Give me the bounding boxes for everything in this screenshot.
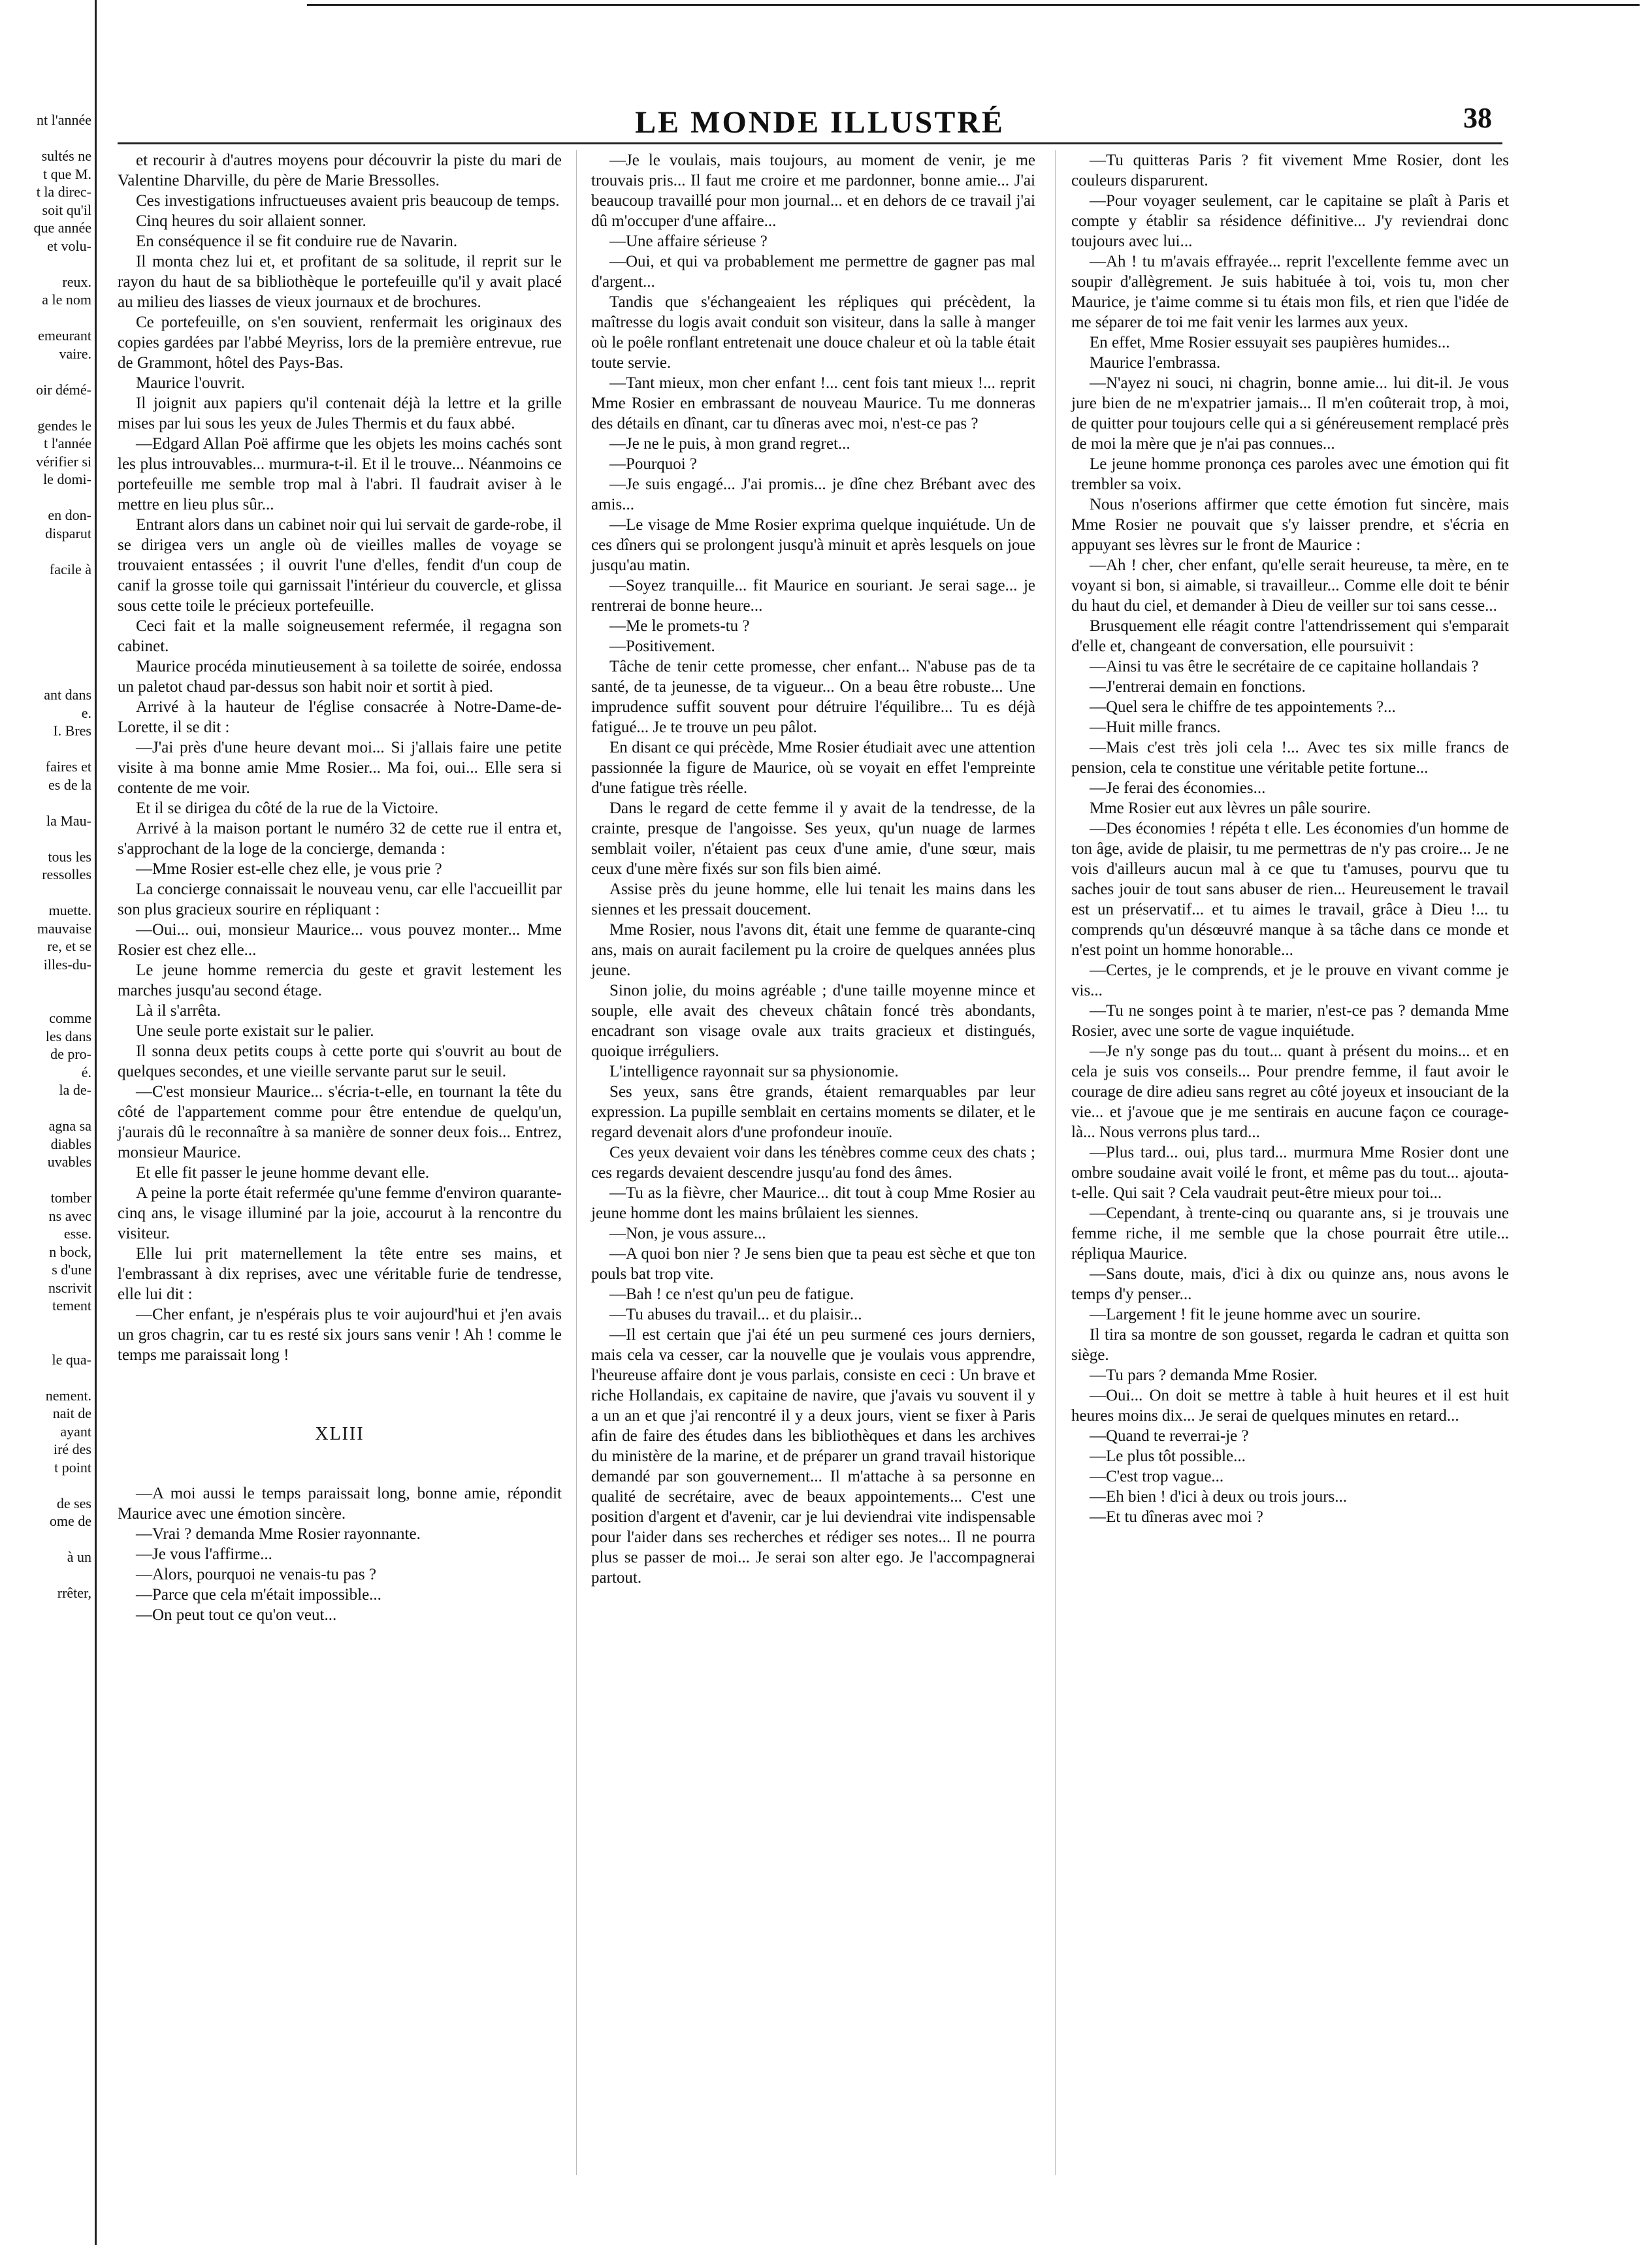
paragraph: —C'est monsieur Maurice... s'écria-t-elle, en tournant la tête du côté de l'appartement comme pour être entendue de quelqu'un, j'aurais dû le reconnaître à sa manière de sonner deux fois... Entrez, monsieur Maurice.: [118, 1083, 562, 1161]
paragraph: —Soyez tranquille... fit Maurice en souriant. Je serai sage... je rentrerai de bonne heure...: [591, 577, 1035, 615]
margin-line: n bock,: [49, 1243, 91, 1260]
margin-line: t la direc-: [36, 184, 91, 200]
paragraph: —Alors, pourquoi ne venais-tu pas ?: [136, 1566, 376, 1583]
paragraph: —Pourquoi ?: [609, 455, 698, 473]
paragraph: —Vrai ? demanda Mme Rosier rayonnante.: [136, 1525, 421, 1543]
margin-line: [0, 794, 91, 812]
margin-line: e.: [81, 704, 91, 721]
paragraph: —Quel sera le chiffre de tes appointements ?...: [1090, 698, 1396, 716]
paragraph: —Je ferai des économies...: [1090, 779, 1266, 797]
paragraph: et recourir à d'autres moyens pour découvrir la piste du mari de Valentine Dharville, du père de Marie Bressolles.: [118, 152, 562, 189]
margin-line: le domi-: [43, 471, 91, 487]
column-divider: [1055, 150, 1056, 2175]
margin-line: [0, 309, 91, 327]
paragraph: Elle lui prit maternellement la tête entre ses mains, et l'embrassant à dix reprises, avec une véritable furie de tendresse, elle lui dit :: [118, 1245, 562, 1303]
margin-line: ayant: [60, 1423, 91, 1440]
margin-line: nt l'année: [37, 112, 91, 128]
margin-line: nscrivit: [48, 1279, 91, 1296]
paragraph: —Oui... oui, monsieur Maurice... vous pouvez monter... Mme Rosier est chez elle...: [118, 921, 562, 959]
paragraph: —Je ne le puis, à mon grand regret...: [609, 435, 850, 453]
paragraph: —Me le promets-tu ?: [609, 617, 750, 635]
paragraph: Nous n'oserions affirmer que cette émotion fut sincère, mais Mme Rosier ne pouvait que s'y laisser prendre, et s'écria en appuyant ses lèvres sur le front de Maurice :: [1071, 496, 1509, 554]
margin-line: illes-du-: [43, 956, 91, 973]
page-title: LE MONDE ILLUSTRÉ: [635, 105, 1005, 140]
paragraph: Le jeune homme remercia du geste et gravit lestement les marches jusqu'au second étage.: [118, 961, 562, 999]
margin-line: [0, 632, 91, 651]
margin-line: I. Bres: [53, 722, 91, 739]
paragraph: —J'ai près d'une heure devant moi... Si j'allais faire une petite visite à ma bonne amie Mme Rosier... Ma foi, oui... Elle sera si contente de me voir.: [118, 739, 562, 797]
paragraph: —Le visage de Mme Rosier exprima quelque inquiétude. Un de ces dîners qui se prolongent jusqu'à minuit et après lesquels on joue jusqu'au matin.: [591, 516, 1035, 574]
paragraph: —Non, je vous assure...: [609, 1225, 766, 1242]
margin-line: ressolles: [42, 866, 91, 882]
paragraph: —Il est certain que j'ai été un peu surmené ces jours derniers, mais cela va cesser, car la nouvelle que je voulais vous apprendre, l'heureuse affaire dont je vous parlais, consiste en ceci : Un brave et riche Hollandais, ex capitaine de navire, que j'avais vu souvent il y a un an et que j'ai rencontré il y a deux jours, vient se fixer à Paris afin de faire des études dans les bibliothèques et dans les archives du ministère de la marine, et de préparer un grand travail historique demandé par son gouvernement... Il m'attache à sa personne en qualité de secrétaire, avec de beaux appointements... C'est une position d'argent et d'avenir, car je lui deviendrai vite indispensable pour l'aider dans ses recherches et rédiger ses notes... Il ne pourra plus se passer de moi... Je serai son alter ego. Je l'accompagnerai partout.: [591, 1326, 1035, 1587]
paragraph: Arrivé à la hauteur de l'église consacrée à Notre-Dame-de-Lorette, il se dit :: [118, 698, 562, 736]
paragraph: Une seule porte existait sur le palier.: [136, 1022, 374, 1040]
margin-line: soit qu'il: [42, 201, 91, 218]
paragraph: Ce portefeuille, on s'en souvient, renfermait les originaux des copies gardées par l'abbé Meyriss, lors de la première entrevue, rue de Grammont, hôtel des Pays-Bas.: [118, 314, 562, 372]
text-column-2: [591, 150, 1035, 1588]
paragraph: —J'entrerai demain en fonctions.: [1090, 678, 1306, 696]
paragraph: —Et tu dîneras avec moi ?: [1090, 1508, 1263, 1526]
margin-line: le qua-: [52, 1351, 91, 1368]
paragraph: Et elle fit passer le jeune homme devant elle.: [136, 1164, 430, 1182]
paragraph: Entrant alors dans un cabinet noir qui lui servait de garde-robe, il se dirigea vers un angle où de vieilles malles de voyage se trouvaient entassées ; il ouvrit l'une d'elles, fendit d'un coup de canif la grosse toile qui garnissait l'intérieur du couvercle, et glissa sous cette toile le précieux portefeuille.: [118, 516, 562, 615]
paragraph: —Oui, et qui va probablement me permettre de gagner pas mal d'argent...: [591, 253, 1035, 291]
margin-line: [0, 596, 91, 615]
paragraph: —Tu as la fièvre, cher Maurice... dit tout à coup Mme Rosier au jeune homme dont les mains brûlaient les siennes.: [591, 1184, 1035, 1222]
margin-line: diables: [50, 1135, 91, 1152]
margin-line: agna sa: [48, 1118, 91, 1134]
paragraph: —Tu pars ? demanda Mme Rosier.: [1090, 1366, 1318, 1384]
chapter-heading: XLIII: [315, 1424, 364, 1444]
margin-line: vaire.: [59, 345, 91, 362]
paragraph: Là il s'arrêta.: [136, 1002, 221, 1020]
column-divider: [576, 150, 577, 2175]
margin-line: [0, 1332, 91, 1351]
margin-line: nait de: [52, 1405, 91, 1421]
paragraph: La concierge connaissait le nouveau venu, car elle l'accueillit par son plus gracieux sourire en répliquant :: [118, 880, 562, 918]
paragraph: —Sans doute, mais, d'ici à dix ou quinze ans, nous avons le temps d'y penser...: [1071, 1265, 1509, 1303]
margin-line: la Mau-: [46, 812, 91, 829]
header-rule: [118, 142, 1502, 144]
margin-line: es de la: [48, 776, 91, 793]
margin-line: muette.: [48, 902, 91, 918]
paragraph: —Je le voulais, mais toujours, au moment de venir, je me trouvais pris... Il faut me croire et me pardonner, bonne amie... J'ai beaucoup travaillé pour mon journal... et en dehors de ce travail j'ai dû m'occuper d'une affaire...: [591, 152, 1035, 230]
margin-line: [0, 650, 91, 668]
paragraph: Mme Rosier, nous l'avons dit, était une femme de quarante-cinq ans, mais on aurait facilement pu la croire de quelques années plus jeune.: [591, 921, 1035, 979]
paragraph: —Plus tard... oui, plus tard... murmura Mme Rosier dont une ombre soudaine avait voilé le front, et même pas du tout... ajouta-t-elle. Qui sait ? Cela vaudrait peut-être mieux pour toi...: [1071, 1144, 1509, 1202]
margin-line: [0, 1476, 91, 1494]
paragraph: —Ah ! tu m'avais effrayée... reprit l'excellente femme avec un soupir d'allègrement. Je suis habituée à toi, vois tu, mon cher Maurice, je t'aime comme si tu étais mon fils, et rien que l'idée de me séparer de toi me fait venir les larmes aux yeux.: [1071, 253, 1509, 331]
margin-line: [0, 129, 91, 148]
paragraph: Tâche de tenir cette promesse, cher enfant... N'abuse pas de ta santé, de ta jeunesse, de ta vigueur... On a beau être robuste... Une imprudence suffit souvent pour détruire l'équilibre... Tu es déjà fatigué... Je te trouve un peu pâlot.: [591, 658, 1035, 736]
margin-line: rrêter,: [57, 1585, 91, 1601]
margin-line: [0, 489, 91, 507]
paragraph: —Oui... On doit se mettre à table à huit heures et il est huit heures moins dix... Je serai de quelques minutes en retard...: [1071, 1387, 1509, 1425]
page-gutter-line: [95, 0, 97, 2245]
margin-line: tous les: [48, 848, 91, 865]
paragraph: Il monta chez lui et, et profitant de sa solitude, il reprit sur le rayon du haut de sa bibliothèque le portefeuille qu'il y avait placé au milieu des liasses de vieux journaux et de brochures.: [118, 253, 562, 311]
margin-line: [0, 1566, 91, 1585]
margin-line: [0, 992, 91, 1010]
paragraph: —Mme Rosier est-elle chez elle, je vous prie ?: [136, 860, 442, 878]
margin-line: ant dans: [44, 686, 91, 703]
paragraph: Mme Rosier eut aux lèvres un pâle sourire.: [1090, 799, 1371, 817]
margin-line: reux.: [62, 273, 91, 290]
margin-line: comme: [49, 1010, 91, 1026]
paragraph: Il tira sa montre de son gousset, regarda le cadran et quitta son siège.: [1071, 1326, 1509, 1364]
paragraph: Et il se dirigea du côté de la rue de la Victoire.: [136, 799, 439, 817]
paragraph: Ses yeux, sans être grands, étaient remarquables par leur expression. La pupille semblait en certains moments se dilater, et le regard devenait alors d'une profondeur inouïe.: [591, 1083, 1035, 1141]
margin-line: faires et: [45, 758, 91, 775]
paragraph: L'intelligence rayonnait sur sa physionomie.: [609, 1063, 899, 1080]
text-column-3: [1071, 150, 1509, 1527]
margin-line: [0, 363, 91, 381]
margin-line: et volu-: [47, 237, 91, 254]
paragraph: Il joignit aux papiers qu'il contenait déjà la lettre et la grille mises par lui sous les yeux de Jules Thermis et du faux abbé.: [118, 395, 562, 432]
margin-line: sultés ne: [41, 148, 91, 164]
margin-line: uvables: [47, 1154, 91, 1170]
margin-line: de pro-: [50, 1046, 91, 1062]
margin-line: oir démé-: [36, 381, 91, 398]
margin-line: [0, 1368, 91, 1387]
margin-line: [0, 1315, 91, 1333]
paragraph: Brusquement elle réagit contre l'attendrissement qui s'emparait d'elle et, changeant de conversation, elle poursuivit :: [1071, 617, 1509, 655]
margin-line: facile à: [49, 560, 91, 577]
margin-line: [0, 884, 91, 902]
margin-line: [0, 1099, 91, 1118]
paragraph: —Je vous l'affirme...: [136, 1545, 272, 1563]
paragraph: —Ainsi tu vas être le secrétaire de ce capitaine hollandais ?: [1090, 658, 1479, 675]
margin-line: les dans: [45, 1027, 91, 1044]
paragraph: Il sonna deux petits coups à cette porte qui s'ouvrit au bout de quelques secondes, et une vieille servante parut sur le seuil.: [118, 1042, 562, 1080]
paragraph: —Des économies ! répéta t elle. Les économies d'un homme de ton âge, avide de plaisir, tu me permettras de n'y pas croire... Je ne vois d'ailleurs aucun mal à ce que tu t'amuses, pourvu que tu saches jouir de tout sans abuser de rien... Heureusement le travail est un préservatif... et tu aimes le travail, grâce à Dieu !... tu comprends qu'un désœuvré manque à sa tâche dans ce monde et n'est point un homme honorable...: [1071, 820, 1509, 959]
margin-line: gendes le: [37, 417, 91, 434]
paragraph: —A quoi bon nier ? Je sens bien que ta peau est sèche et que ton pouls bat trop vite.: [591, 1245, 1035, 1283]
paragraph: —Mais c'est très joli cela !... Avec tes six mille francs de pension, cela te constitue une véritable petite fortune...: [1071, 739, 1509, 777]
top-border-rule: [307, 4, 1640, 6]
paragraph: A peine la porte était refermée qu'une femme d'environ quarante-cinq ans, le visage illuminé par la joie, accourut à la rencontre du visiteur.: [118, 1184, 562, 1242]
margin-line: [0, 1171, 91, 1189]
paragraph: —Certes, je le comprends, et je le prouve en vivant comme je vis...: [1071, 961, 1509, 999]
margin-line: [0, 542, 91, 560]
paragraph: Cinq heures du soir allaient sonner.: [136, 212, 366, 230]
margin-line: tement: [52, 1297, 91, 1314]
margin-line: la de-: [59, 1082, 91, 1098]
paragraph: Assise près du jeune homme, elle lui tenait les mains dans les siennes et les pressait doucement.: [591, 880, 1035, 918]
margin-line: [0, 578, 91, 596]
margin-line: [0, 398, 91, 417]
margin-line: esse.: [63, 1225, 91, 1242]
margin-line: que année: [33, 219, 91, 236]
paragraph: Ceci fait et la malle soigneusement refermée, il regagna son cabinet.: [118, 617, 562, 655]
margin-line: mauvaise: [37, 920, 91, 937]
paragraph: —C'est trop vague...: [1090, 1468, 1224, 1485]
margin-line: en don-: [48, 507, 91, 523]
paragraph: Maurice l'embrassa.: [1090, 354, 1221, 372]
margin-line: [0, 614, 91, 632]
paragraph: —Huit mille francs.: [1090, 719, 1221, 736]
text-column-1: [118, 150, 562, 1625]
paragraph: —Tu quitteras Paris ? fit vivement Mme Rosier, dont les couleurs disparurent.: [1071, 152, 1509, 189]
paragraph: —Quand te reverrai-je ?: [1090, 1427, 1249, 1445]
paragraph: Tandis que s'échangeaient les répliques qui précèdent, la maîtresse du logis avait conduit son visiteur, dans la salle à manger où le poêle ronflant entretenait une douce chaleur et où la table était toute servie.: [591, 293, 1035, 372]
paragraph: —N'ayez ni souci, ni chagrin, bonne amie... lui dit-il. Je vous jure bien de ne m'expatrier jamais... Il m'en coûterait trop, à moi, de quitter pour toujours celle qui a si généreusement remplacé près de moi la mère que je n'ai pas connues...: [1071, 374, 1509, 453]
margin-line: s d'une: [52, 1261, 91, 1278]
margin-line: [0, 255, 91, 273]
margin-line: à un: [67, 1549, 91, 1565]
margin-line: [0, 973, 91, 992]
paragraph: En effet, Mme Rosier essuyait ses paupières humides...: [1090, 334, 1450, 351]
paragraph: —A moi aussi le temps paraissait long, bonne amie, répondit Maurice avec une émotion sincère.: [118, 1485, 562, 1523]
paragraph: En conséquence il se fit conduire rue de Navarin.: [136, 233, 458, 250]
paragraph: —Cher enfant, je n'espérais plus te voir aujourd'hui et j'en avais un gros chagrin, car tu es resté six jours sans venir ! Ah ! comme le temps me paraissait long !: [118, 1306, 562, 1364]
paragraph: —Positivement.: [609, 638, 715, 655]
paragraph: —Parce que cela m'était impossible...: [136, 1586, 381, 1604]
adjacent-page-fragment: [0, 111, 91, 1602]
paragraph: —Largement ! fit le jeune homme avec un sourire.: [1090, 1306, 1421, 1323]
paragraph: Le jeune homme prononça ces paroles avec une émotion qui fit trembler sa voix.: [1071, 455, 1509, 493]
paragraph: —Ah ! cher, cher enfant, qu'elle serait heureuse, ta mère, en te voyant si bon, si aimable, si travailleur... Comme elle doit te bénir du haut du ciel, et demander à Dieu de veiller sur toi sans cesse...: [1071, 557, 1509, 615]
margin-line: t l'année: [44, 435, 91, 451]
margin-line: [0, 1530, 91, 1549]
margin-line: ome de: [49, 1513, 91, 1529]
margin-line: disparut: [45, 525, 91, 541]
paragraph: Ces yeux devaient voir dans les ténèbres comme ceux des chats ; ces regards devaient descendre jusqu'au fond des âmes.: [591, 1144, 1035, 1182]
margin-line: [0, 830, 91, 848]
margin-line: é.: [81, 1063, 91, 1080]
margin-line: iré des: [53, 1441, 91, 1457]
paragraph: —Pour voyager seulement, car le capitaine se plaît à Paris et compte y établir sa résidence définitive... J'y reviendrai donc toujours avec lui...: [1071, 192, 1509, 250]
paragraph: —Je n'y songe pas du tout... quant à présent du moins... et en cela je suis vos conseils... Pour prendre femme, il faut avoir le courage de dire adieu sans regret au côté joyeux et insouciant de la vie... et j'avoue que je me sentirais en aucune façon ce courage-là... Nous verrons plus tard...: [1071, 1042, 1509, 1141]
margin-line: [0, 668, 91, 686]
margin-line: t point: [54, 1459, 91, 1476]
margin-line: vérifier si: [36, 453, 91, 470]
paragraph: —Edgard Allan Poë affirme que les objets les moins cachés sont les plus introuvables... murmura-t-il. Et il le trouve... Néanmoins ce portefeuille me semble trop mal à l'abri. Il faudrait aviser à le mettre en lieu plus sûr...: [118, 435, 562, 513]
paragraph: —Tant mieux, mon cher enfant !... cent fois tant mieux !... reprit Mme Rosier en embrassant de nouveau Maurice. Tu me donneras des détails en dînant, car tu dîneras avec moi, n'est-ce pas ?: [591, 374, 1035, 432]
margin-line: tomber: [50, 1189, 91, 1206]
margin-line: re, et se: [47, 938, 91, 954]
margin-line: ns avec: [48, 1207, 91, 1224]
paragraph: —Tu abuses du travail... et du plaisir...: [609, 1306, 862, 1323]
margin-line: a le nom: [42, 291, 91, 308]
paragraph: —Tu ne songes point à te marier, n'est-ce pas ? demanda Mme Rosier, avec une sorte de vague inquiétude.: [1071, 1002, 1509, 1040]
margin-line: nement.: [45, 1387, 91, 1404]
page-number: 38: [1463, 102, 1492, 134]
paragraph: —Je suis engagé... J'ai promis... je dîne chez Brébant avec des amis...: [591, 476, 1035, 513]
paragraph: —Cependant, à trente-cinq ou quarante ans, si je trouvais une femme riche, il me semble que la chose pourrait être utile... répliqua Maurice.: [1071, 1204, 1509, 1263]
paragraph: —Le plus tôt possible...: [1090, 1447, 1246, 1465]
paragraph: Ces investigations infructueuses avaient pris beaucoup de temps.: [136, 192, 560, 210]
paragraph: —On peut tout ce qu'on veut...: [136, 1606, 337, 1624]
paragraph: Sinon jolie, du moins agréable ; d'une taille moyenne mince et souple, elle avait des cheveux châtain foncé très abondants, encadrant son visage ovale aux traits gracieux et distingués, quoique irréguliers.: [591, 982, 1035, 1060]
margin-line: t que M.: [43, 165, 91, 182]
paragraph: —Une affaire sérieuse ?: [609, 233, 768, 250]
paragraph: Maurice l'ouvrit.: [136, 374, 245, 392]
margin-line: de ses: [56, 1494, 91, 1511]
paragraph: Maurice procéda minutieusement à sa toilette de soirée, endossa un paletot chaud par-dessus son habit noir et sortit à pied.: [118, 658, 562, 696]
paragraph: En disant ce qui précède, Mme Rosier étudiait avec une attention passionnée la figure de Maurice, où se voyait en effet l'empreinte d'une fatigue très réelle.: [591, 739, 1035, 797]
paragraph: —Bah ! ce n'est qu'un peu de fatigue.: [609, 1285, 854, 1303]
paragraph: —Eh bien ! d'ici à deux ou trois jours...: [1090, 1488, 1348, 1506]
margin-line: emeurant: [38, 327, 91, 344]
paragraph: Dans le regard de cette femme il y avait de la tendresse, de la crainte, presque de l'angoisse. Ses yeux, qu'un nuage de larmes semblait voiler, n'étaient pas ceux d'une amie, d'une sœur, mais ceux d'une mère fixés sur son fils bien aimé.: [591, 799, 1035, 878]
paragraph: Arrivé à la maison portant le numéro 32 de cette rue il entra et, s'approchant de la loge de la concierge, demanda :: [118, 820, 562, 858]
margin-line: [0, 740, 91, 758]
